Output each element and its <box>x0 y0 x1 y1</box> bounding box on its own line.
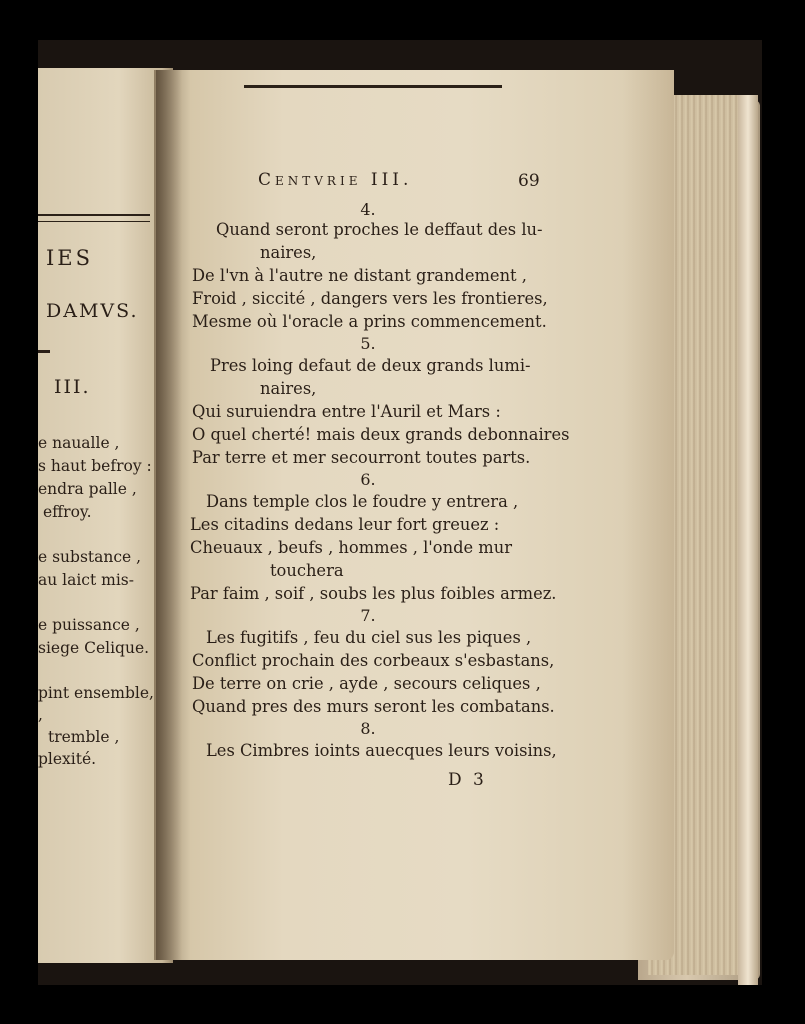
verse-line: Par faim , soif , soubs les plus foibles armez. <box>190 584 557 603</box>
left-page-text <box>38 68 173 963</box>
left-line: tremble , <box>48 728 120 746</box>
left-line: e puissance , <box>38 616 140 634</box>
left-line: , <box>38 706 43 724</box>
verse-line: naires, <box>260 243 317 262</box>
verse-line: naires, <box>260 379 317 398</box>
left-line: IES <box>46 246 94 270</box>
left-line: siege Celique. <box>38 639 150 657</box>
verse-line: Quand pres des murs seront les combatans. <box>192 697 555 716</box>
verse-line: Cheuaux , beufs , hommes , l'onde mur <box>190 538 513 557</box>
verse-line: Dans temple clos le foudre y entrera , <box>206 492 519 511</box>
signature-mark: D 3 <box>448 770 487 790</box>
left-line: DAMVS. <box>46 300 139 322</box>
quatrain-number: 8. <box>360 719 376 738</box>
quatrain-number: 4. <box>360 200 376 219</box>
verse-line: Qui suruiendra entre l'Auril et Mars : <box>192 402 501 421</box>
verse-line: Mesme où l'oracle a prins commencement. <box>192 312 547 331</box>
verse-line: Froid , siccité , dangers vers les frontieres, <box>192 289 548 308</box>
left-line: plexité. <box>38 750 97 768</box>
left-line: effroy. <box>43 503 92 521</box>
left-line: III. <box>54 376 91 398</box>
left-line: au laict mis- <box>38 571 134 589</box>
left-page <box>38 68 173 963</box>
verse-line: Les Cimbres ioints auecques leurs voisins, <box>206 741 557 760</box>
left-line: e naualle , <box>38 434 120 452</box>
verse-line: Conflict prochain des corbeaux s'esbastans, <box>192 651 555 670</box>
verse-line: O quel cherté! mais deux grands debonnaires <box>192 425 570 444</box>
quatrain-number: 7. <box>360 606 376 625</box>
gutter-shadow <box>156 70 182 960</box>
quatrain-number: 6. <box>360 470 376 489</box>
verse-line: De l'vn à l'autre ne distant grandement , <box>192 266 527 285</box>
verse-line: Par terre et mer secourront toutes parts. <box>192 448 531 467</box>
right-page-text <box>188 40 570 985</box>
page-number: 69 <box>518 171 540 191</box>
left-line: pint ensemble, <box>38 684 154 702</box>
verse-line: Les fugitifs , feu du ciel sus les piques , <box>206 628 532 647</box>
left-line: s haut befroy : <box>38 457 152 475</box>
verse-line: Quand seront proches le deffaut des lu- <box>216 220 543 239</box>
verse-line: Pres loing defaut de deux grands lumi- <box>210 356 531 375</box>
left-dash <box>38 350 50 353</box>
book-photograph <box>38 40 762 985</box>
verse-line: De terre on crie , ayde , secours celiques , <box>192 674 541 693</box>
left-line: endra palle , <box>38 480 137 498</box>
cover-edge <box>738 95 758 985</box>
quatrain-number: 5. <box>360 334 376 353</box>
running-header: Centvrie III. <box>258 170 413 190</box>
verse-line: Les citadins dedans leur fort greuez : <box>190 515 500 534</box>
verse-line: touchera <box>270 561 344 580</box>
left-line: e substance , <box>38 548 142 566</box>
